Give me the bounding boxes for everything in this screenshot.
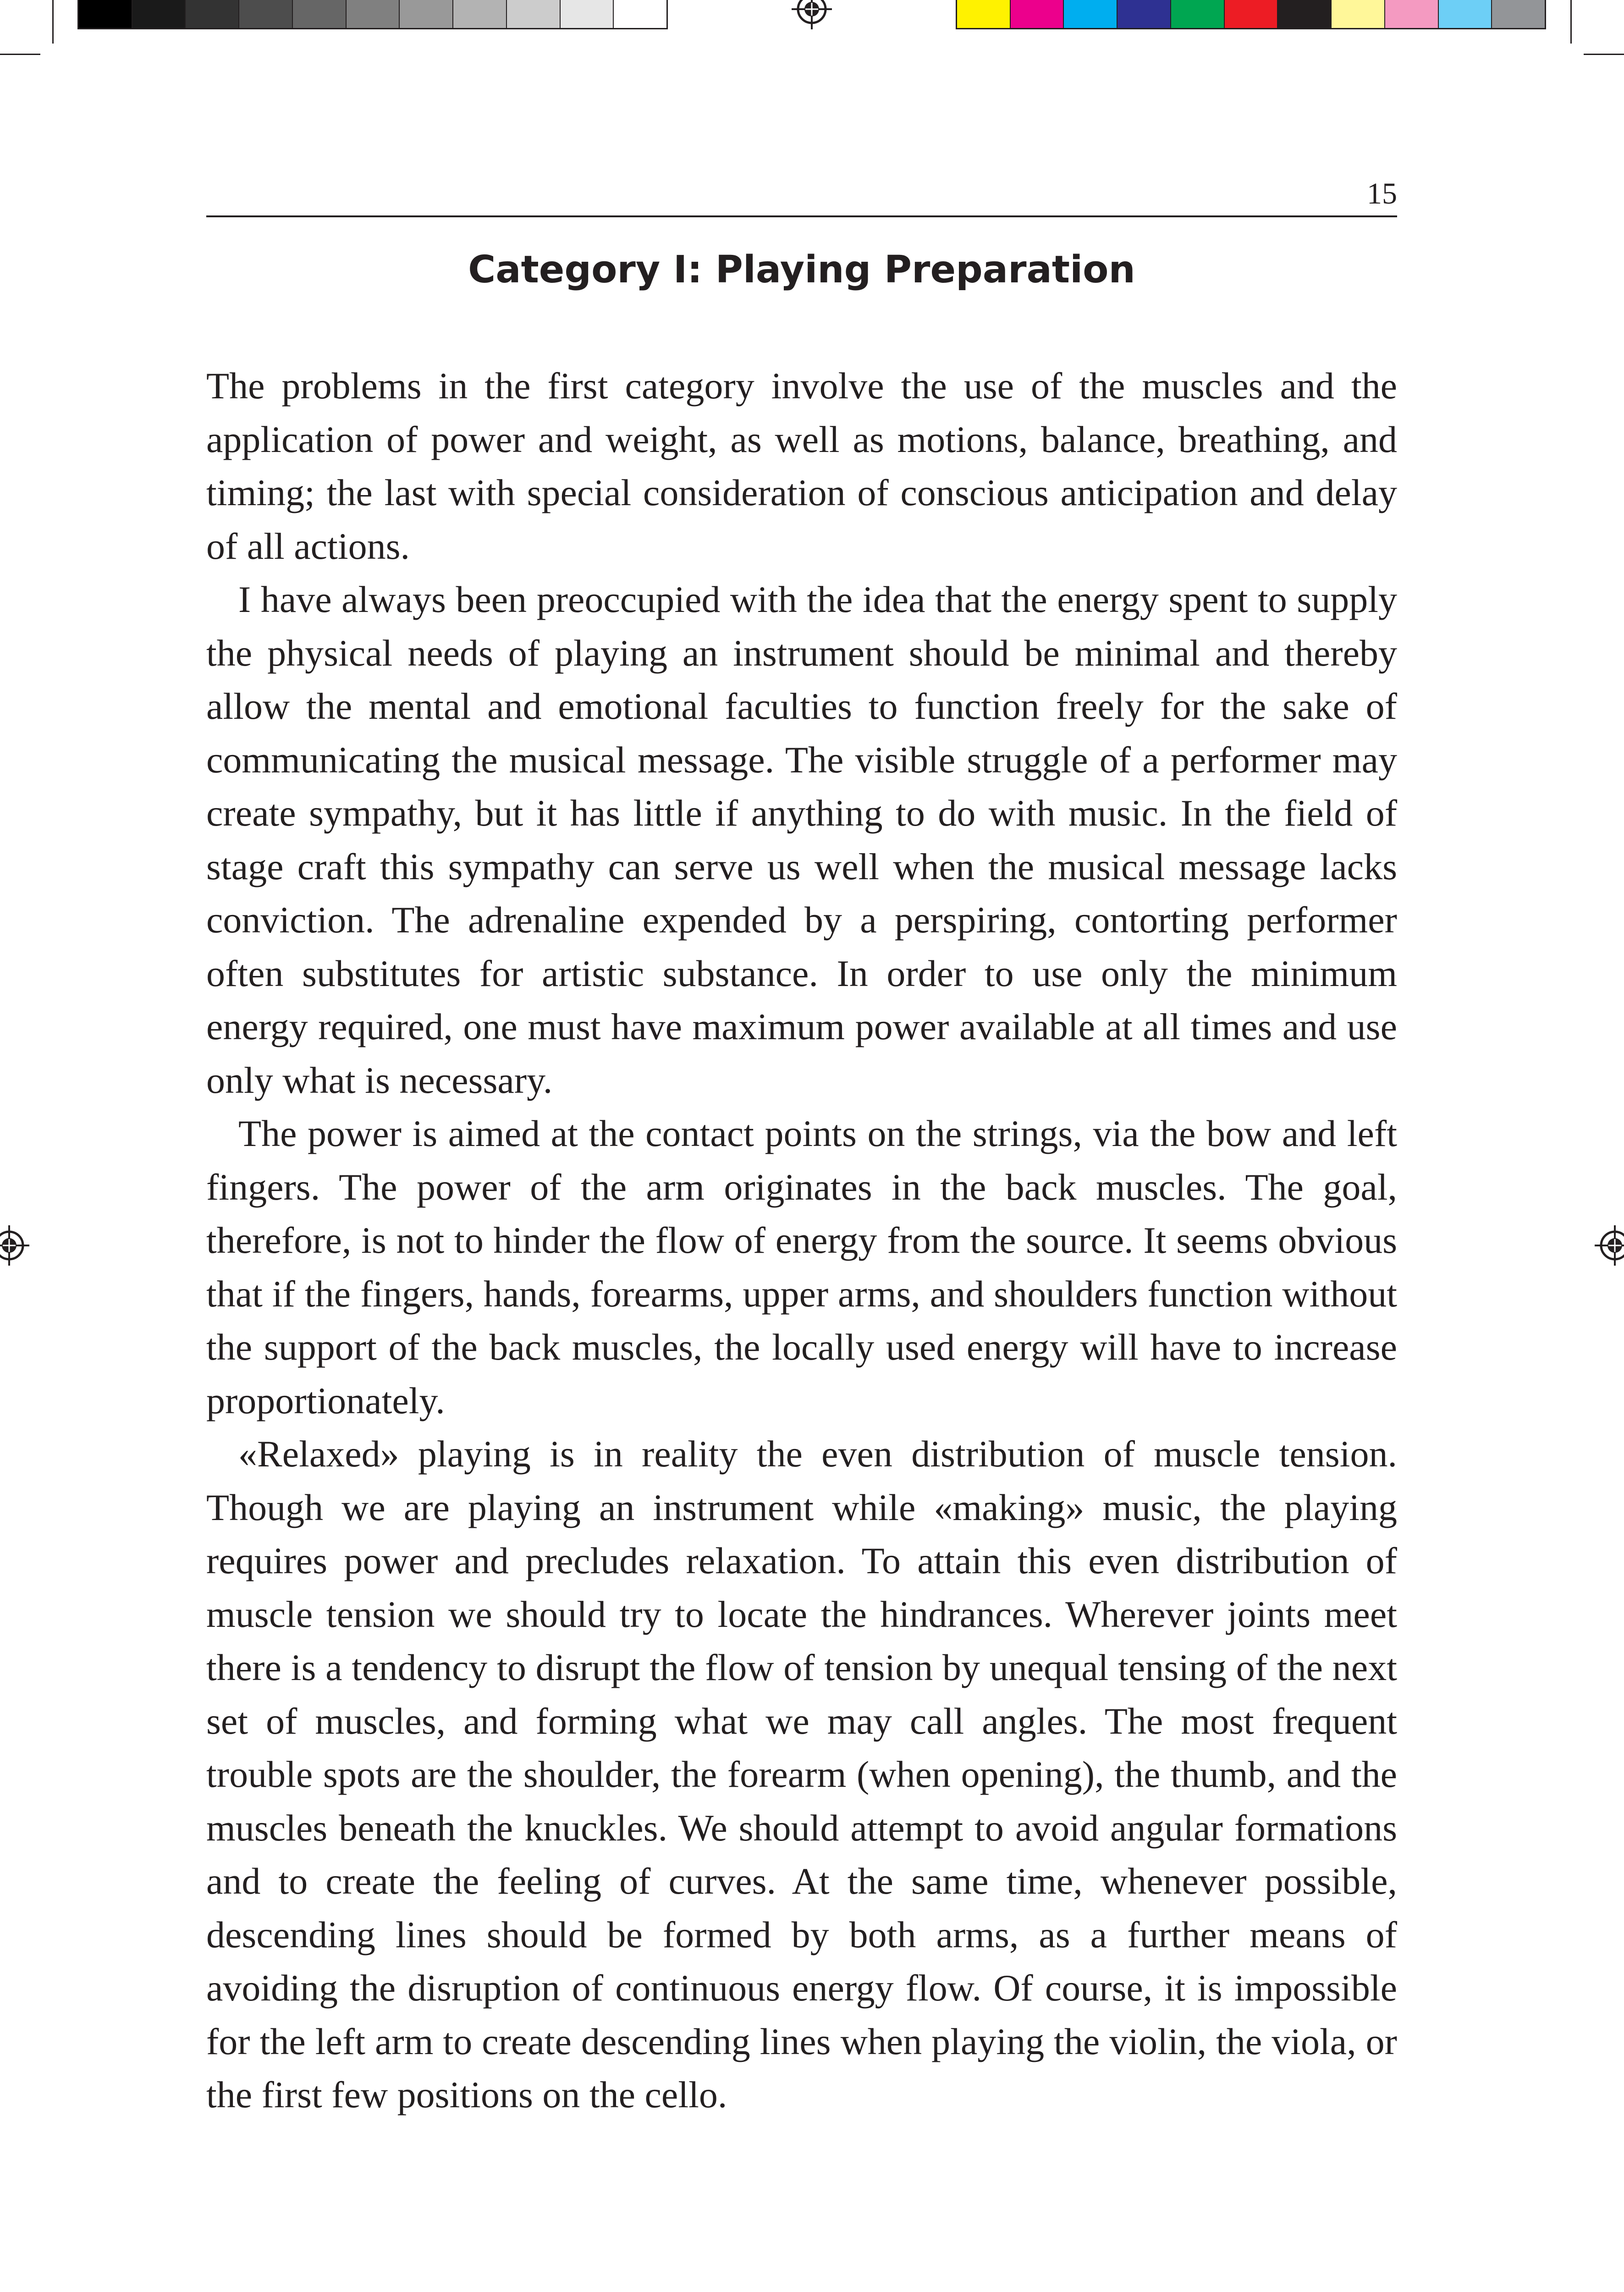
gray-swatch [507,0,561,28]
paragraph: «Relaxed» playing is in reality the even distribution of muscle tension. Though we are playing an instrument while «making» music, the playing requires power and precludes relaxation. To attain this even distribution of muscle tension we should try to locate the hindrances. Wherever joints meet there is a tendency to disrupt the flow of tension by unequal tensing of the next set of muscles, and forming what we may call angles. The most frequent trouble spots are the shoulder, the forearm (when opening), the thumb, and the muscles beneath the knuckles. We should attempt to avoid angular formations and to create the feeling of curves. At the same time, whenever possible, descending lines should be formed by both arms, as a further means of avoiding the disruption of continuous energy flow. Of course, it is impossible for the left arm to create descending lines when playing the violin, the viola, or the first few positions on the cello. [206,1433,1397,2116]
color-swatch [1064,0,1118,28]
color-swatch [1492,0,1545,28]
body-text [206,359,1397,2122]
page-title: Category I: Playing Preparation [468,248,1135,292]
color-swatch [1332,0,1385,28]
color-swatch [1225,0,1278,28]
color-swatch [1171,0,1225,28]
crop-mark-top-left-v [52,0,54,44]
gray-swatch [400,0,453,28]
gray-swatch [79,0,132,28]
registration-mark-right-icon [1595,1225,1624,1266]
registration-mark-left-icon [0,1225,29,1266]
paragraph: The problems in the first category involve the use of the muscles and the application of power and weight, as well as motions, balance, breathing, and timing; the last with special consideration of conscious anticipation and delay of all actions. [206,365,1397,567]
gray-swatch [347,0,400,28]
gray-swatch [561,0,614,28]
gray-color-bar [77,0,668,29]
crop-mark-top-right-h [1584,54,1624,55]
running-head-rule [206,175,1397,217]
color-swatch [1011,0,1064,28]
process-color-bar [956,0,1546,29]
gray-swatch [614,0,666,28]
gray-swatch [186,0,239,28]
crop-mark-top-right-v [1570,0,1572,44]
crop-mark-top-left-h [0,54,40,55]
color-swatch [1278,0,1332,28]
color-swatch [1439,0,1492,28]
gray-swatch [293,0,347,28]
gray-swatch [132,0,186,28]
color-swatch [1118,0,1171,28]
paragraph: The power is aimed at the contact points on the strings, via the bow and left fingers. The power of the arm originates in the back muscles. The goal, therefore, is not to hinder the flow of energy from the source. It seems obvious that if the fingers, hands, forearms, upper arms, and shoulders function without the support of the back muscles, the locally used energy will have to increase proportionately. [206,1113,1397,1421]
gray-swatch [239,0,293,28]
page-number: 15 [1367,177,1397,210]
gray-swatch [453,0,507,28]
paragraph: I have always been preoccupied with the idea that the energy spent to supply the physical needs of playing an instrument should be minimal and thereby allow the mental and emotional faculties to function freely for the sake of communicating the musical message. The visible struggle of a performer may create sympathy, but it has little if anything to do with music. In the field of stage craft this sympathy can serve us well when the musical message lacks conviction. The adrenaline expended by a perspiring, contorting performer often substitutes for artistic substance. In order to use only the minimum energy required, one must have maximum power available at all times and use only what is necessary. [206,579,1397,1101]
color-swatch [1385,0,1439,28]
color-swatch [957,0,1011,28]
registration-mark-top-icon [792,0,832,29]
